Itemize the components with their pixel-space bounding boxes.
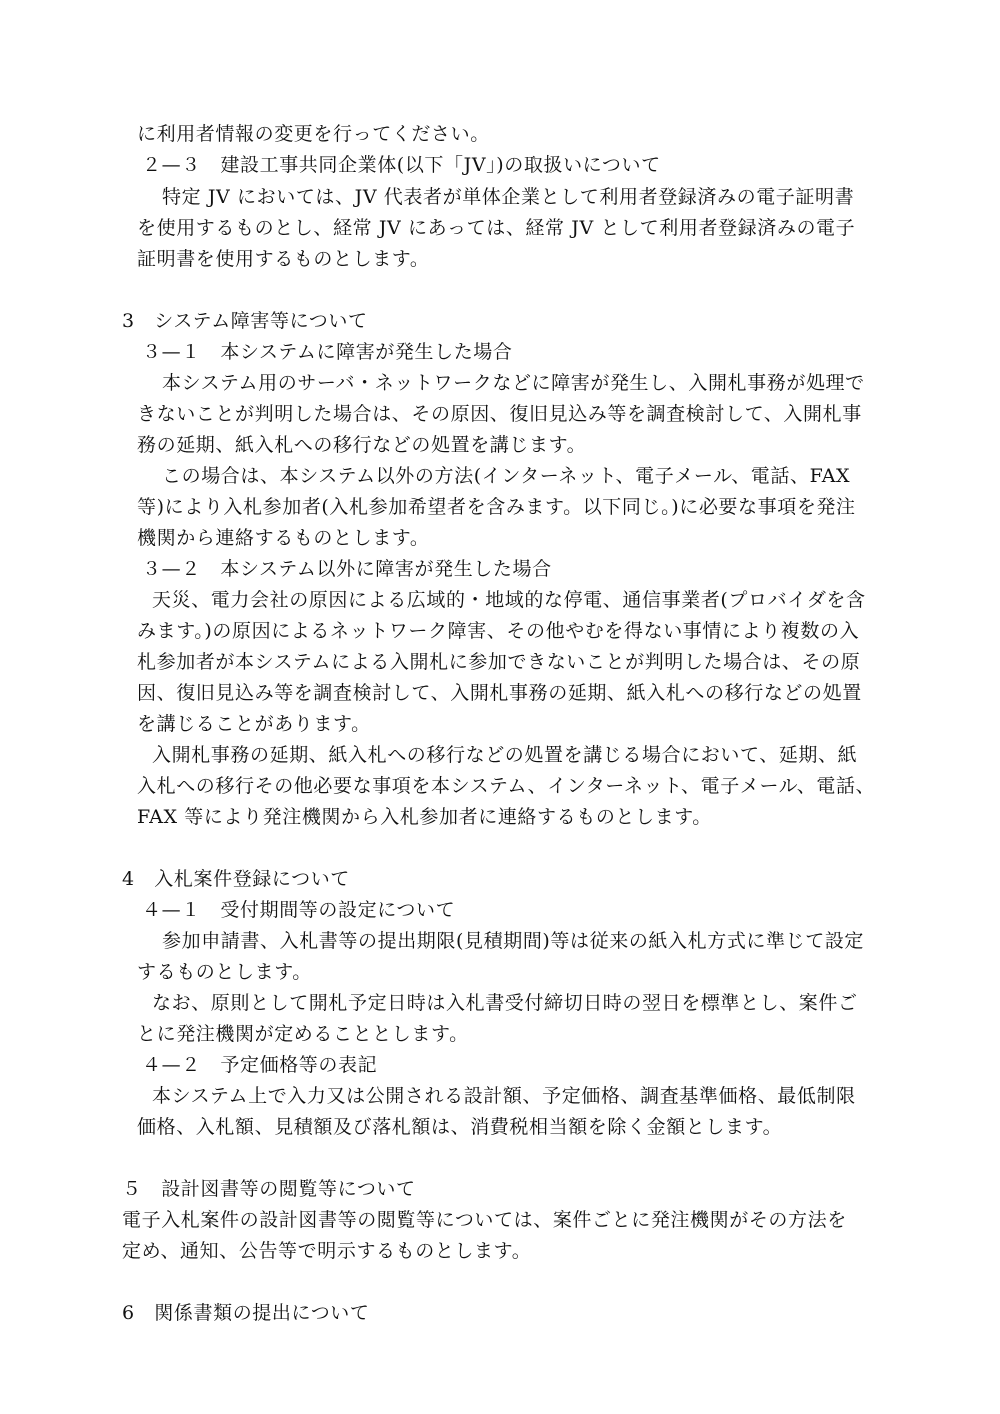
- paragraph-line: この場合は、本システム以外の方法(インターネット、電子メール、電話、FAX: [162, 465, 851, 487]
- paragraph-line: 天災、電力会社の原因による広域的・地域的な停電、通信事業者(プロバイダを含: [152, 589, 866, 611]
- paragraph-line: なお、原則として開札予定日時は入札書受付締切日時の翌日を標準とし、案件ご: [152, 992, 858, 1014]
- paragraph-line: 特定 JV においては、JV 代表者が単体企業として利用者登録済みの電子証明書: [162, 186, 855, 208]
- paragraph-line: を講じることがあります。: [137, 713, 371, 735]
- subsection-heading-3-1: ３—１ 本システムに障害が発生した場合: [142, 341, 513, 363]
- paragraph-line: FAX 等により発注機関から入札参加者に連絡するものとします。: [137, 806, 712, 828]
- paragraph-line: 電子入札案件の設計図書等の閲覧等については、案件ごとに発注機関がその方法を: [122, 1209, 847, 1231]
- subsection-heading-4-2: ４—２ 予定価格等の表記: [142, 1054, 378, 1076]
- paragraph-line: 証明書を使用するものとします。: [137, 248, 430, 270]
- paragraph-line: するものとします。: [137, 961, 312, 983]
- paragraph-line: きないことが判明した場合は、その原因、復旧見込み等を調査検討して、入開札事: [137, 403, 862, 425]
- paragraph-line: 等)により入札参加者(入札参加希望者を含みます。以下同じ。)に必要な事項を発注: [137, 496, 856, 518]
- paragraph-line: 務の延期、紙入札への移行などの処置を講じます。: [137, 434, 587, 456]
- paragraph-line: 因、復旧見込み等を調査検討して、入開札事務の延期、紙入札への移行などの処置: [137, 682, 862, 704]
- subsection-heading-2-3: ２—３ 建設工事共同企業体(以下「JV」)の取扱いについて: [142, 154, 661, 176]
- paragraph-line: 本システム上で入力又は公開される設計額、予定価格、調査基準価格、最低制限: [152, 1085, 856, 1107]
- section-heading-5: ５ 設計図書等の閲覧等について: [122, 1178, 416, 1200]
- paragraph-line: を使用するものとし、経常 JV にあっては、経常 JV として利用者登録済みの電子: [137, 217, 856, 239]
- subsection-heading-3-2: ３—２ 本システム以外に障害が発生した場合: [142, 558, 552, 580]
- section-heading-4: 4 入札案件登録について: [122, 868, 350, 890]
- paragraph-line: とに発注機関が定めることとします。: [137, 1023, 469, 1045]
- paragraph-line: 参加申請書、入札書等の提出期限(見積期間)等は従来の紙入札方式に準じて設定: [162, 930, 865, 952]
- text-line: に利用者情報の変更を行ってください。: [137, 123, 490, 145]
- paragraph-line: 札参加者が本システムによる入開札に参加できないことが判明した場合は、その原: [137, 651, 861, 673]
- paragraph-line: 入開札事務の延期、紙入札への移行などの処置を講じる場合において、延期、紙: [152, 744, 858, 766]
- paragraph-line: みます。)の原因によるネットワーク障害、その他やむを得ない事情により複数の入: [137, 620, 860, 642]
- paragraph-line: 本システム用のサーバ・ネットワークなどに障害が発生し、入開札事務が処理で: [162, 372, 865, 394]
- section-heading-6: 6 関係書類の提出について: [122, 1302, 370, 1324]
- paragraph-line: 入札への移行その他必要な事項を本システム、インターネット、電子メール、電話、: [137, 775, 876, 797]
- paragraph-line: 機関から連絡するものとします。: [137, 527, 430, 549]
- paragraph-line: 価格、入札額、見積額及び落札額は、消費税相当額を除く金額とします。: [137, 1116, 783, 1138]
- paragraph-line: 定め、通知、公告等で明示するものとします。: [122, 1240, 532, 1262]
- section-heading-3: 3 システム障害等について: [122, 310, 368, 332]
- subsection-heading-4-1: ４—１ 受付期間等の設定について: [142, 899, 456, 921]
